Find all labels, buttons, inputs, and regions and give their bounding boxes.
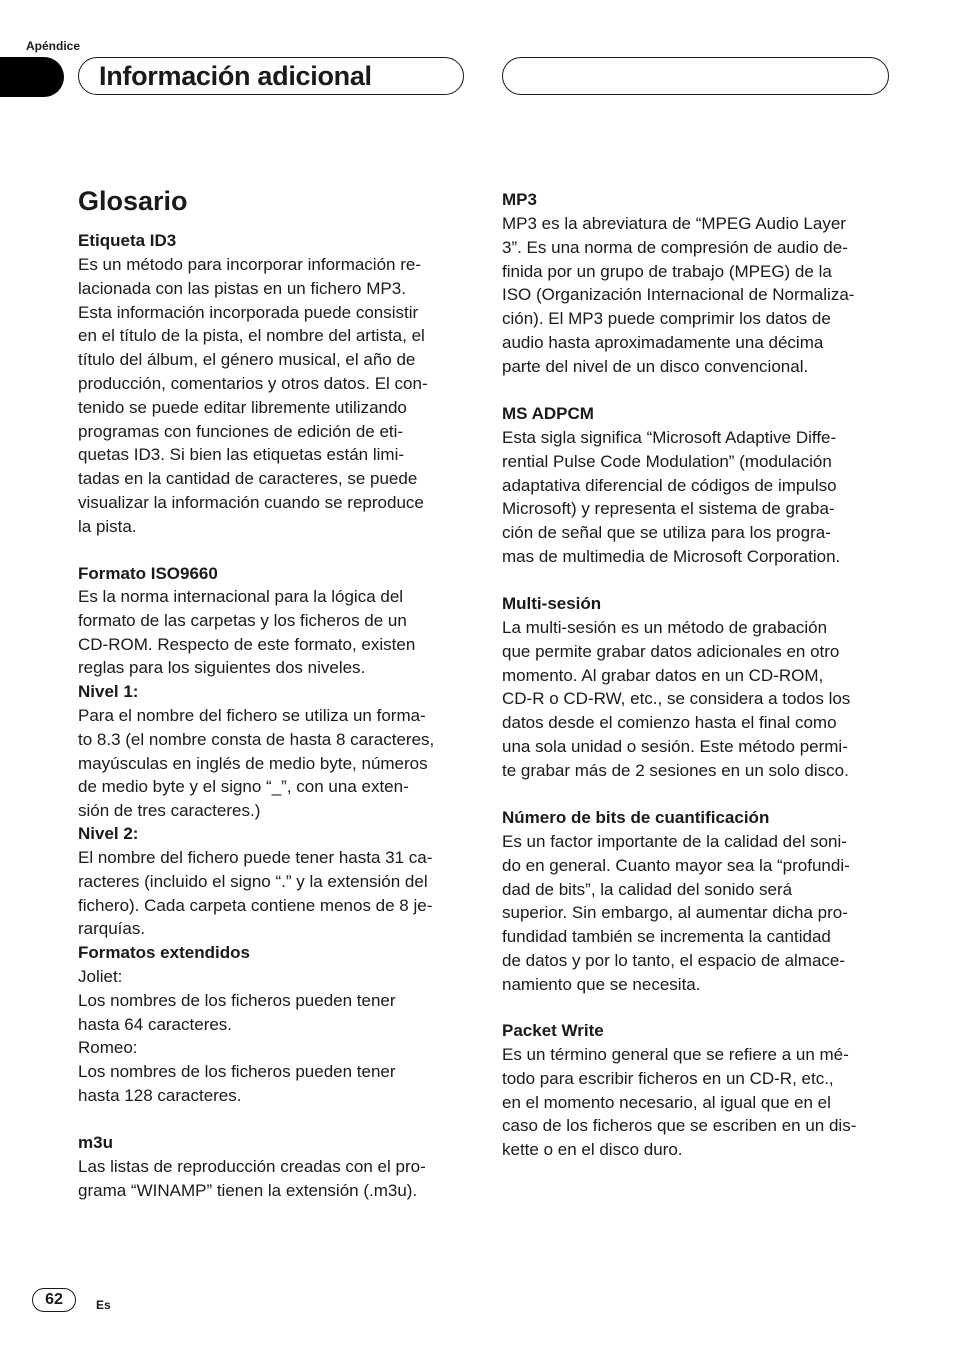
page-title: Glosario [78,186,188,216]
page-number: 62 [32,1288,76,1312]
chapter-title: Información adicional [99,61,372,91]
glossary-definition-id3: Es un método para incorporar información re- lacionada con las pistas en un fichero MP3. Esta información incorporada puede consistir en el título de la pista, el nombre del artista, el título del álbum, el género musical, el año de producción, comentarios y otros datos. El con- tenido se puede editar libremente utilizando programas con funciones de edición de eti- quetas ID3. Si bien las etiquetas están limi- tadas en la cantidad de caracteres, se puede visualizar la información cuando se reproduce la pista. [78,255,428,536]
glossary-definition-mp3: MP3 es la abreviatura de “MPEG Audio Layer 3”. Es una norma de compresión de audio de- finida por un grupo de trabajo (MPEG) de la ISO (Organización Internacional de Normaliza- ción). El MP3 puede comprimir los datos de audio hasta aproximadamente una décima parte del nivel de un disco convencional. [502,214,855,376]
glossary-definition-nivel-2: El nombre del fichero puede tener hasta 31 ca- racteres (incluido el signo “.” y la extensión del fichero). Cada carpeta contiene menos de 8 je- rarquías. [78,848,433,939]
glossary-term-mp3: MP3 [502,190,537,209]
glossary-term-m3u: m3u [78,1133,113,1152]
glossary-term-multi-sesion: Multi-sesión [502,594,602,613]
glossary-definition-bits-cuantificacion: Es un factor importante de la calidad del soni- do en general. Cuanto mayor sea la “profundi- dad de bits”, la calidad del sonido será superior. Sin embargo, al aumentar dicha pro- fundidad también se incrementa la cantidad de datos y por lo tanto, el espacio de almace- namiento que se necesita. [502,832,850,994]
glossary-subterm-formatos-extendidos: Formatos extendidos [78,943,250,962]
glossary-definition-iso9660: Es la norma internacional para la lógica del formato de las carpetas y los ficheros de un CD-ROM. Respecto de este formato, existen reglas para los siguientes dos niveles. [78,587,416,678]
glossary-subterm-nivel-1: Nivel 1: [78,682,139,701]
language-code: Es [96,1298,111,1312]
glossary-definition-multi-sesion: La multi-sesión es un método de grabación que permite grabar datos adicionales en otro momento. Al grabar datos en un CD-ROM, CD-R o CD-RW, etc., se considera a todos los datos desde el comienzo hasta el final como una sola unidad o sesión. Este método permi- te grabar más de 2 sesiones en un solo disco. [502,618,851,780]
glossary-term-id3: Etiqueta ID3 [78,231,177,250]
chapter-header-blank [502,57,889,95]
glossary-term-ms-adpcm: MS ADPCM [502,404,594,423]
glossary-term-bits-cuantificacion: Número de bits de cuantificación [502,808,770,827]
chapter-header [78,57,464,95]
glossary-definition-packet-write: Es un término general que se refiere a un mé- todo para escribir ficheros en un CD-R, etc., en el momento necesario, al igual que en el caso de los ficheros que se escriben en un dis- kette o en el disco duro. [502,1045,857,1160]
glossary-term-packet-write: Packet Write [502,1021,604,1040]
glossary-definition-nivel-1: Para el nombre del fichero se utiliza un forma- to 8.3 (el nombre consta de hasta 8 caracteres, mayúsculas en inglés de medio byte, números de medio byte y el signo “_”, con una exten- sión de tres caracteres.) [78,706,435,821]
section-tab-marker [0,57,64,97]
glossary-term-iso9660: Formato ISO9660 [78,564,218,583]
glossary-definition-m3u: Las listas de reproducción creadas con el pro- grama “WINAMP” tienen la extensión (.m3u). [78,1157,426,1200]
glossary-subterm-nivel-2: Nivel 2: [78,824,139,843]
glossary-definition-ms-adpcm: Esta sigla significa “Microsoft Adaptive Diffe- rential Pulse Code Modulation” (modulación adaptativa diferencial de códigos de impulso Microsoft) y representa el sistema de graba- ción de señal que se utiliza para los progra- mas de multimedia de Microsoft Corporation. [502,428,841,566]
glossary-definition-formatos-extendidos: Joliet: Los nombres de los ficheros pueden tener hasta 64 caracteres. Romeo: Los nombres de los ficheros pueden tener hasta 128 caracteres. [78,967,396,1105]
section-label: Apéndice [26,39,81,53]
